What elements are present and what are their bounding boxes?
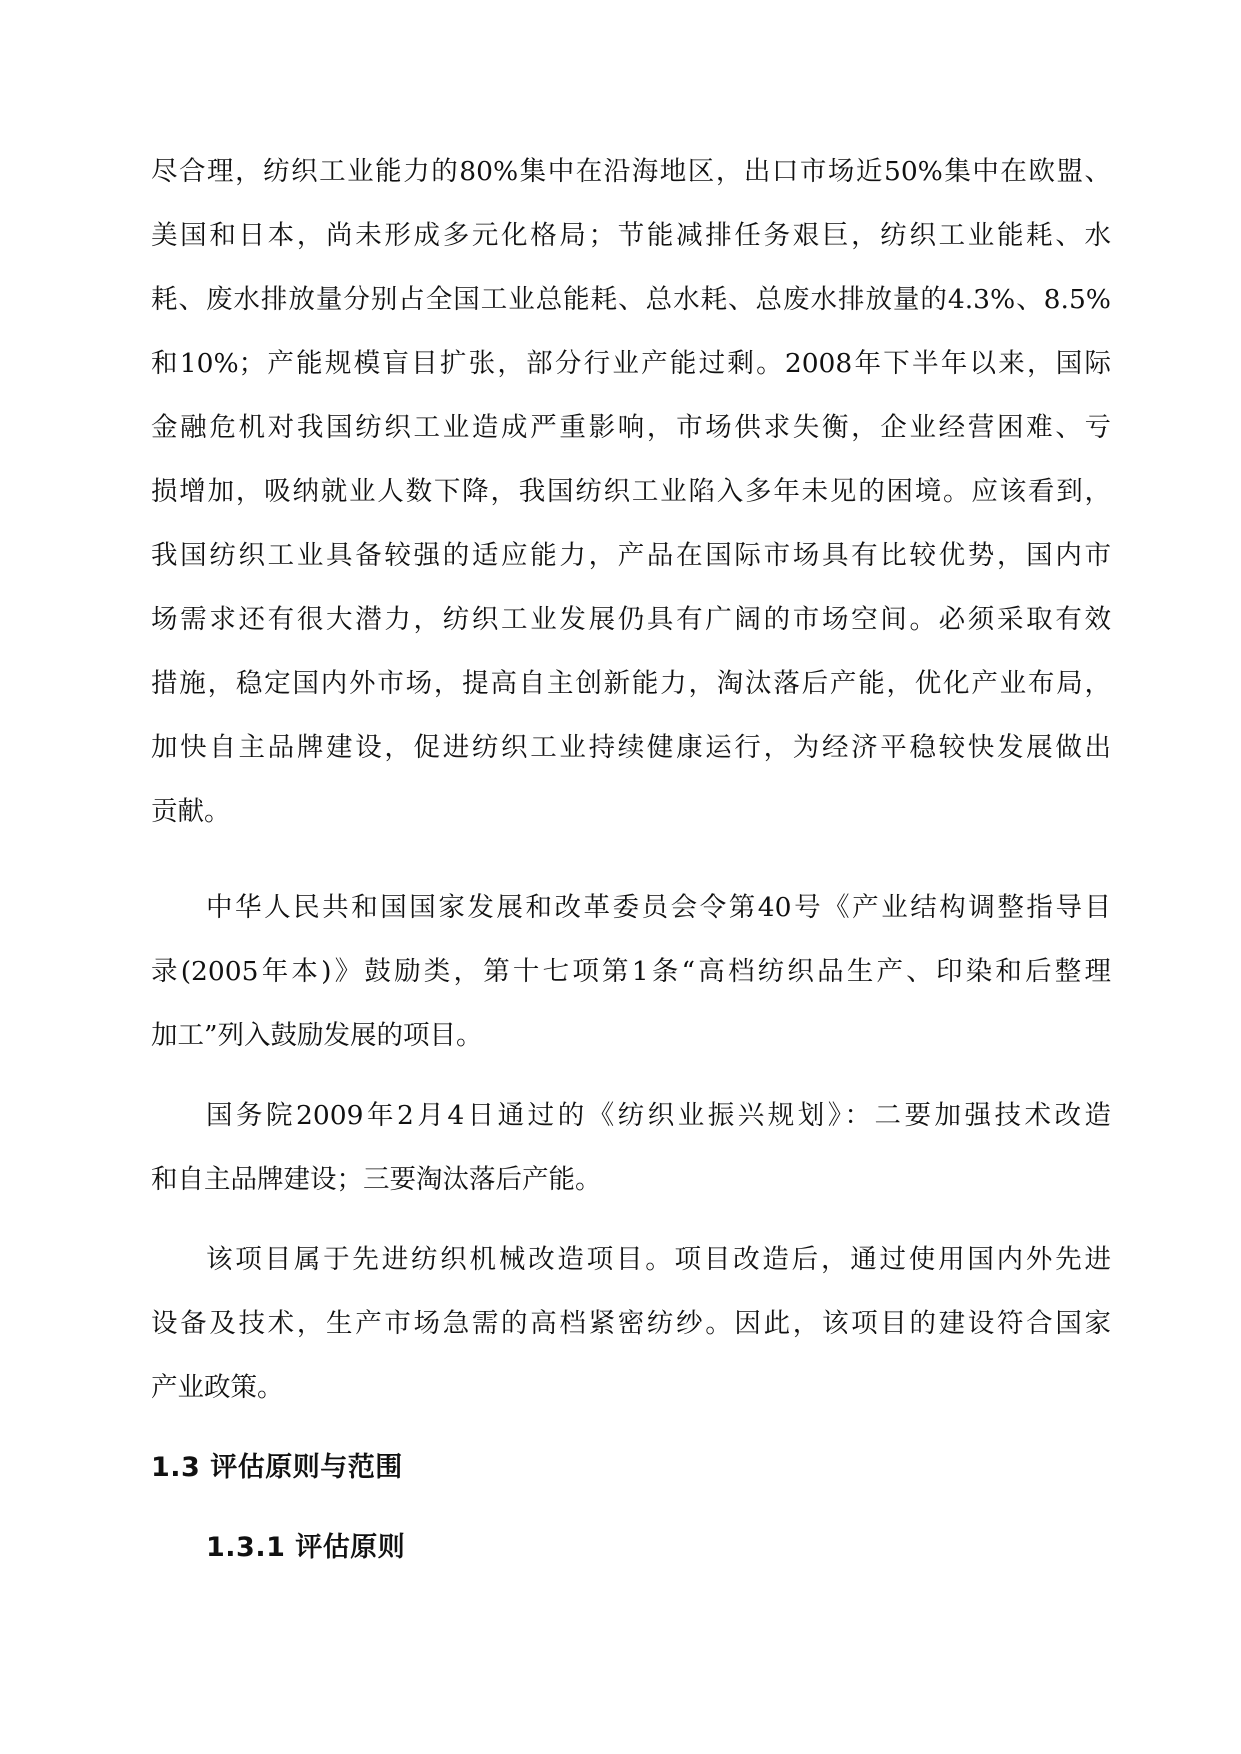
text-line: 产业政策。: [151, 1372, 284, 1403]
text-line: 金融危机对我国纺织工业造成严重影响，市场供求失衡，企业经营困难、亏: [151, 412, 1111, 443]
text-line: 加快自主品牌建设，促进纺织工业持续健康运行，为经济平稳较快发展做出: [151, 732, 1111, 763]
text-line: 国务院2009年2月4日通过的《纺织业振兴规划》：二要加强技术改造: [206, 1100, 1111, 1131]
text-line: 加工”列入鼓励发展的项目。: [151, 1020, 483, 1051]
text-line: 尽合理，纺织工业能力的80%集中在沿海地区，出口市场近50%集中在欧盟、: [151, 156, 1111, 187]
text-line: 和10%；产能规模盲目扩张，部分行业产能过剩。2008年下半年以来，国际: [151, 348, 1111, 379]
text-line: 中华人民共和国国家发展和改革委员会令第40号《产业结构调整指导目: [206, 892, 1111, 923]
text-line: 损增加，吸纳就业人数下降，我国纺织工业陷入多年未见的困境。应该看到，: [151, 476, 1111, 507]
text-line: 设备及技术，生产市场急需的高档紧密纺纱。因此，该项目的建设符合国家: [151, 1308, 1111, 1339]
section-heading: 1.3 评估原则与范围: [151, 1452, 403, 1483]
text-line: 耗、废水排放量分别占全国工业总能耗、总水耗、总废水排放量的4.3%、8.5%: [151, 284, 1111, 315]
text-line: 场需求还有很大潜力，纺织工业发展仍具有广阔的市场空间。必须采取有效: [151, 604, 1111, 635]
text-line: 措施，稳定国内外市场，提高自主创新能力，淘汰落后产能，优化产业布局，: [151, 668, 1111, 699]
text-line: 录(2005年本)》鼓励类，第十七项第1条“高档纺织品生产、印染和后整理: [151, 956, 1111, 987]
text-line: 美国和日本，尚未形成多元化格局；节能减排任务艰巨，纺织工业能耗、水: [151, 220, 1111, 251]
text-line: 和自主品牌建设；三要淘汰落后产能。: [151, 1164, 602, 1195]
text-line: 贡献。: [151, 796, 231, 827]
subsection-heading: 1.3.1 评估原则: [206, 1532, 406, 1563]
text-line: 我国纺织工业具备较强的适应能力，产品在国际市场具有比较优势，国内市: [151, 540, 1111, 571]
text-line: 该项目属于先进纺织机械改造项目。项目改造后，通过使用国内外先进: [206, 1244, 1111, 1275]
